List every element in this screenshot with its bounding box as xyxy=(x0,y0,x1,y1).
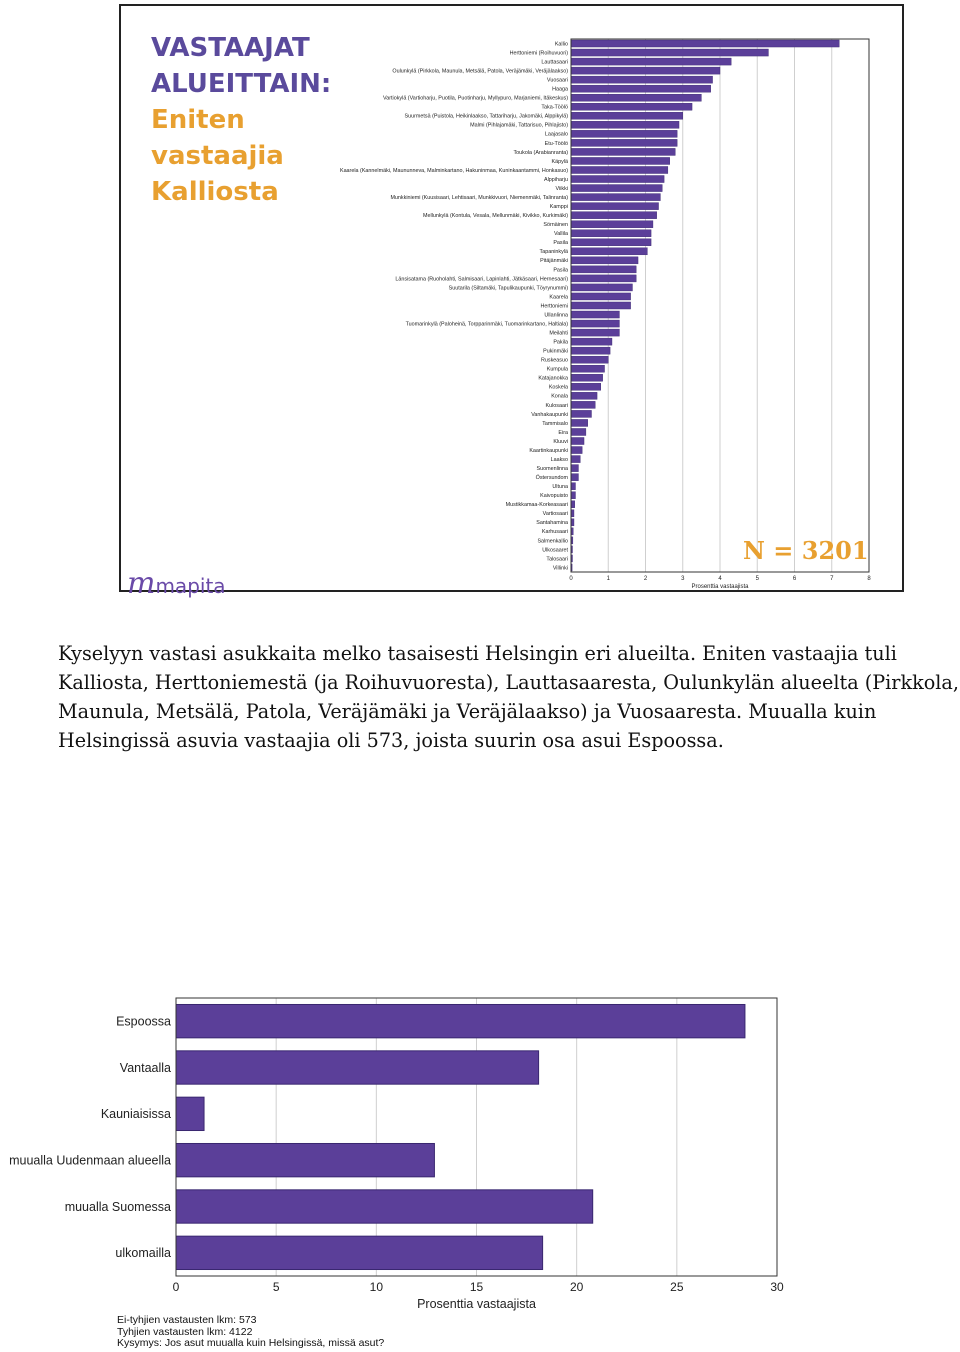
x-tick-label: 20 xyxy=(569,1280,584,1294)
x-tick-label: 10 xyxy=(369,1280,384,1294)
category-label: Kluuvi xyxy=(553,438,568,445)
chart2-notes xyxy=(117,1315,384,1350)
bar xyxy=(571,266,636,273)
category-label: Pasila xyxy=(553,267,568,274)
bar xyxy=(571,401,595,408)
category-label: Kumpula xyxy=(546,366,568,373)
category-label: Viikki xyxy=(555,185,568,192)
chart2-note: Tyhjien vastausten lkm: 4122 xyxy=(117,1325,253,1338)
bar xyxy=(571,447,582,454)
bar xyxy=(571,85,711,92)
category-label: Malmi (Pihlajamäki, Tattarisuo, Pihlajisto) xyxy=(470,122,568,129)
category-label: Koskela xyxy=(548,384,568,391)
chart1-frame xyxy=(119,4,904,601)
category-label: Meilahti xyxy=(549,330,568,337)
bar xyxy=(571,320,619,327)
category-label: Tammisalo xyxy=(542,420,568,427)
chart2-plot xyxy=(0,990,960,1315)
category-label: Salmenkallio xyxy=(537,538,568,545)
chart1-title-line: ALUEITTAIN: xyxy=(151,69,332,99)
chart1-title-line: Kalliosta xyxy=(151,177,279,207)
bar xyxy=(571,139,677,146)
bar xyxy=(571,148,675,155)
category-label: Länsisatama (Ruoholahti, Salmisaari, Lapinlahti, Jätkäsaari, Hernesaari) xyxy=(395,276,568,283)
category-label: Toukola (Arabianranta) xyxy=(513,149,568,156)
bar xyxy=(571,437,584,444)
bar xyxy=(571,311,619,318)
chart2-note: Ei-tyhjien vastausten lkm: 573 xyxy=(117,1314,257,1326)
category-label: Herttoniemi xyxy=(540,303,568,310)
x-tick-label: 0 xyxy=(569,576,573,582)
bar xyxy=(176,1004,745,1037)
bar xyxy=(571,293,631,300)
chart1-title xyxy=(151,30,331,210)
category-label: Kulosaari xyxy=(545,402,568,409)
category-label: Pasila xyxy=(553,240,568,247)
mapita-logo-mark-icon: m xyxy=(127,566,156,601)
x-tick-label: 7 xyxy=(830,576,834,582)
bar xyxy=(571,94,701,101)
category-label: Käpylä xyxy=(551,158,568,165)
bar xyxy=(571,302,631,309)
category-label: muualla Uudenmaan alueella xyxy=(9,1153,171,1168)
bar xyxy=(571,419,588,426)
category-label: Santahamina xyxy=(536,520,568,527)
bar xyxy=(176,1143,434,1176)
bar xyxy=(571,103,692,110)
x-tick-label: 25 xyxy=(670,1280,684,1294)
bar xyxy=(571,474,578,481)
bar xyxy=(571,166,668,173)
x-axis-label: Prosenttia vastaajista xyxy=(417,1297,536,1311)
x-tick-label: 8 xyxy=(867,576,871,582)
category-label: Talosaari xyxy=(546,556,568,563)
bar xyxy=(571,392,597,399)
category-label: Laajasalo xyxy=(544,131,568,138)
bar xyxy=(571,456,580,463)
chart2-note: Kysymys: Jos asut muualla kuin Helsingissä, missä asut? xyxy=(117,1337,385,1349)
category-label: Etu-Töölö xyxy=(544,140,568,147)
bar xyxy=(571,40,839,47)
bar xyxy=(571,501,575,508)
bar xyxy=(571,130,677,137)
bar xyxy=(571,483,575,490)
category-label: Herttoniemi (Roihuvuori) xyxy=(509,50,568,57)
x-tick-label: 2 xyxy=(643,576,648,582)
bar xyxy=(571,112,683,119)
category-label: Taka-Töölö xyxy=(541,104,568,111)
category-label: Ruskeasuo xyxy=(541,357,568,364)
bar xyxy=(571,194,660,201)
bar xyxy=(176,1051,539,1084)
category-label: Tuomarinkylä (Paloheinä, Torpparinmäki, Tuomarinkartano, Haltiala) xyxy=(405,321,568,328)
x-tick-label: 5 xyxy=(755,576,759,582)
category-label: Mellunkylä (Kontula, Vesala, Mellunmäki, Kivikko, Kurkimäki) xyxy=(422,213,568,220)
chart1-sample-size: N = 3201 xyxy=(743,536,869,565)
category-label: Espoossa xyxy=(116,1014,171,1029)
bar xyxy=(571,230,651,237)
bar xyxy=(571,185,662,192)
category-label: Kaarela (Kannelmäki, Maununneva, Malminkartano, Hakuninmaa, Kuninkaantammi, Honkasuo) xyxy=(339,167,568,174)
category-label: Oulunkylä (Pirkkola, Maunula, Metsälä, Patola, Veräjämäki, Veräjälaakso) xyxy=(392,68,568,75)
x-tick-label: 1 xyxy=(606,576,610,582)
bar xyxy=(571,338,612,345)
category-label: Suutarila (Siltamäki, Tapulikaupunki, Töyrynummi) xyxy=(448,285,568,292)
bar xyxy=(571,383,601,390)
x-tick-label: 6 xyxy=(792,576,797,582)
category-label: Ultuna xyxy=(552,484,568,491)
bar xyxy=(571,221,653,228)
category-label: ulkomailla xyxy=(115,1246,171,1261)
bar xyxy=(571,121,679,128)
bar xyxy=(571,49,768,56)
category-label: Östersundom xyxy=(535,475,568,482)
bar xyxy=(571,329,619,336)
bar xyxy=(571,275,636,282)
bar xyxy=(571,248,647,255)
mapita-logo-text: mapita xyxy=(155,574,226,598)
chart1-title-line: VASTAAJAT xyxy=(151,33,310,63)
category-label: Alppiharju xyxy=(544,176,568,183)
category-label: Vantaalla xyxy=(119,1060,171,1075)
x-tick-label: 3 xyxy=(681,576,685,582)
category-label: Ulkosaaret xyxy=(542,547,568,554)
bar xyxy=(571,365,605,372)
bar xyxy=(571,176,664,183)
category-label: Vallila xyxy=(554,231,568,238)
category-label: Pakila xyxy=(553,339,568,346)
category-label: Vanhakaupunki xyxy=(531,411,568,418)
bar xyxy=(571,410,591,417)
x-tick-label: 30 xyxy=(770,1280,784,1294)
category-label: Vartiokylä (Vartioharju, Puotila, Puotinharju, Myllypuro, Marjaniemi, Itäkeskus) xyxy=(383,95,568,102)
category-label: Kaartinkaupunki xyxy=(529,447,568,454)
category-label: Suomenlinna xyxy=(536,466,568,473)
bar xyxy=(571,374,603,381)
bar xyxy=(571,58,731,65)
x-tick-label: 5 xyxy=(272,1280,280,1294)
body-paragraph: Kyselyyn vastasi asukkaita melko tasaisesti Helsingin eri alueilta. Eniten vastaajia tuli Kalliosta, Herttoniemestä (ja Roihuvuoresta), Lauttasaaresta, Oulunkylän alueelta (Pirkkola, Maunula, Metsälä, Patola, Veräjämäki ja Veräjälaakso) ja Vuosaaresta. Muualla kuin Helsingissä asuvia vastaajia oli 573, joista suurin osa asui Espoossa. xyxy=(58,642,959,752)
bar xyxy=(571,284,632,291)
bar xyxy=(571,257,638,264)
category-label: Laakso xyxy=(550,456,568,463)
bar xyxy=(571,347,610,354)
bar xyxy=(571,492,575,499)
category-label: Vuosaari xyxy=(546,77,568,84)
category-label: Mustikkamaa-Korkeasaari xyxy=(505,502,568,509)
category-label: Kallio xyxy=(554,41,568,48)
category-label: Suurmetsä (Puistola, Heikinlaakso, Tattariharju, Jakomäki, Alppikylä) xyxy=(404,113,568,120)
bar xyxy=(571,203,659,210)
category-label: Kamppi xyxy=(549,204,568,211)
x-tick-label: 4 xyxy=(718,576,722,582)
chart1-title-line: Eniten xyxy=(151,105,245,135)
mapita-logo xyxy=(127,566,226,601)
category-label: Haaga xyxy=(552,86,568,93)
category-label: Konala xyxy=(551,393,568,400)
chart1-title-line: vastaajia xyxy=(151,141,284,171)
bar xyxy=(571,239,651,246)
category-label: Sörnäinen xyxy=(543,222,568,229)
category-label: Vartiosaari xyxy=(542,511,568,518)
category-label: Ullanlinna xyxy=(544,312,568,319)
category-label: Pukinmäki xyxy=(543,348,568,355)
bar xyxy=(176,1236,543,1269)
category-label: Karhusaari xyxy=(541,529,568,536)
category-label: Villinki xyxy=(552,565,568,572)
x-tick-label: 15 xyxy=(469,1280,484,1294)
category-label: Pitäjänmäki xyxy=(540,258,568,265)
bar xyxy=(571,76,713,83)
bar xyxy=(571,157,670,164)
category-label: Lauttasaari xyxy=(541,59,568,66)
x-axis-label: Prosenttia vastaajista xyxy=(691,584,749,590)
bar xyxy=(571,356,608,363)
x-tick-label: 0 xyxy=(172,1280,180,1294)
category-label: muualla Suomessa xyxy=(64,1199,171,1214)
category-label: Eira xyxy=(558,429,568,436)
bar xyxy=(571,428,586,435)
category-label: Munkkiniemi (Kuusisaari, Lehtisaari, Munkkivuori, Niemenmäki, Talinranta) xyxy=(390,194,568,201)
category-label: Kauniaisissa xyxy=(100,1107,171,1122)
category-label: Kaivopuisto xyxy=(540,493,568,500)
bar xyxy=(571,67,720,74)
bar xyxy=(176,1190,593,1223)
bar xyxy=(176,1097,204,1130)
category-label: Tapaninkylä xyxy=(539,249,568,256)
bar xyxy=(571,465,578,472)
category-label: Katajanokka xyxy=(538,375,568,382)
bar xyxy=(571,212,657,219)
category-label: Kaarela xyxy=(549,294,568,301)
